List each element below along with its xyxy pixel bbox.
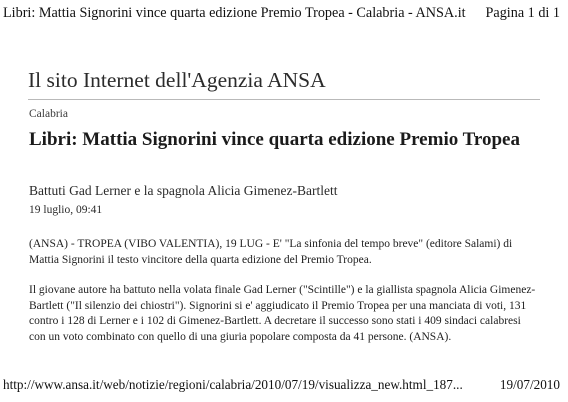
page-url: http://www.ansa.it/web/notizie/regioni/calabria/2010/07/19/visualizza_new.html_187... (3, 377, 463, 392)
article-subtitle: Battuti Gad Lerner e la spagnola Alicia Gimenez-Bartlett (29, 183, 338, 198)
print-footer (3, 376, 560, 394)
article-headline: Libri: Mattia Signorini vince quarta edizione Premio Tropea (29, 129, 520, 150)
print-header-title: Libri: Mattia Signorini vince quarta edizione Premio Tropea - Calabria - ANSA.it (3, 5, 466, 21)
article-date: 19 luglio, 09:41 (29, 204, 103, 216)
section-label: Calabria (29, 108, 68, 120)
site-name: Il sito Internet dell'Agenzia ANSA (28, 68, 326, 92)
header-divider (28, 99, 540, 100)
page-number: Pagina 1 di 1 (485, 5, 560, 21)
article-paragraph: (ANSA) - TROPEA (VIBO VALENTIA), 19 LUG - E' "La sinfonia del tempo breve" (editore Salami) di Mattia Signorini il testo vincitore della quarta edizione del Premio Tropea. (29, 238, 513, 266)
article-paragraph: Il giovane autore ha battuto nella volata finale Gad Lerner ("Scintille") e la giallista spagnola Alicia Gimenez-Bartlett ("Il silenzio dei chiostri"). Signorini si e' aggiudicato il Premio Tropea per una manciata di voti, 131 contro i 128 di Lerner e i 102 di Gimenez-Bartlett. A decretare il successo sono stati i 409 sindaci calabresi con un voto combinato con quello di una giuria popolare composta da 41 persone. (ANSA). (29, 284, 536, 343)
print-header (3, 4, 560, 22)
print-date: 19/07/2010 (499, 377, 560, 392)
